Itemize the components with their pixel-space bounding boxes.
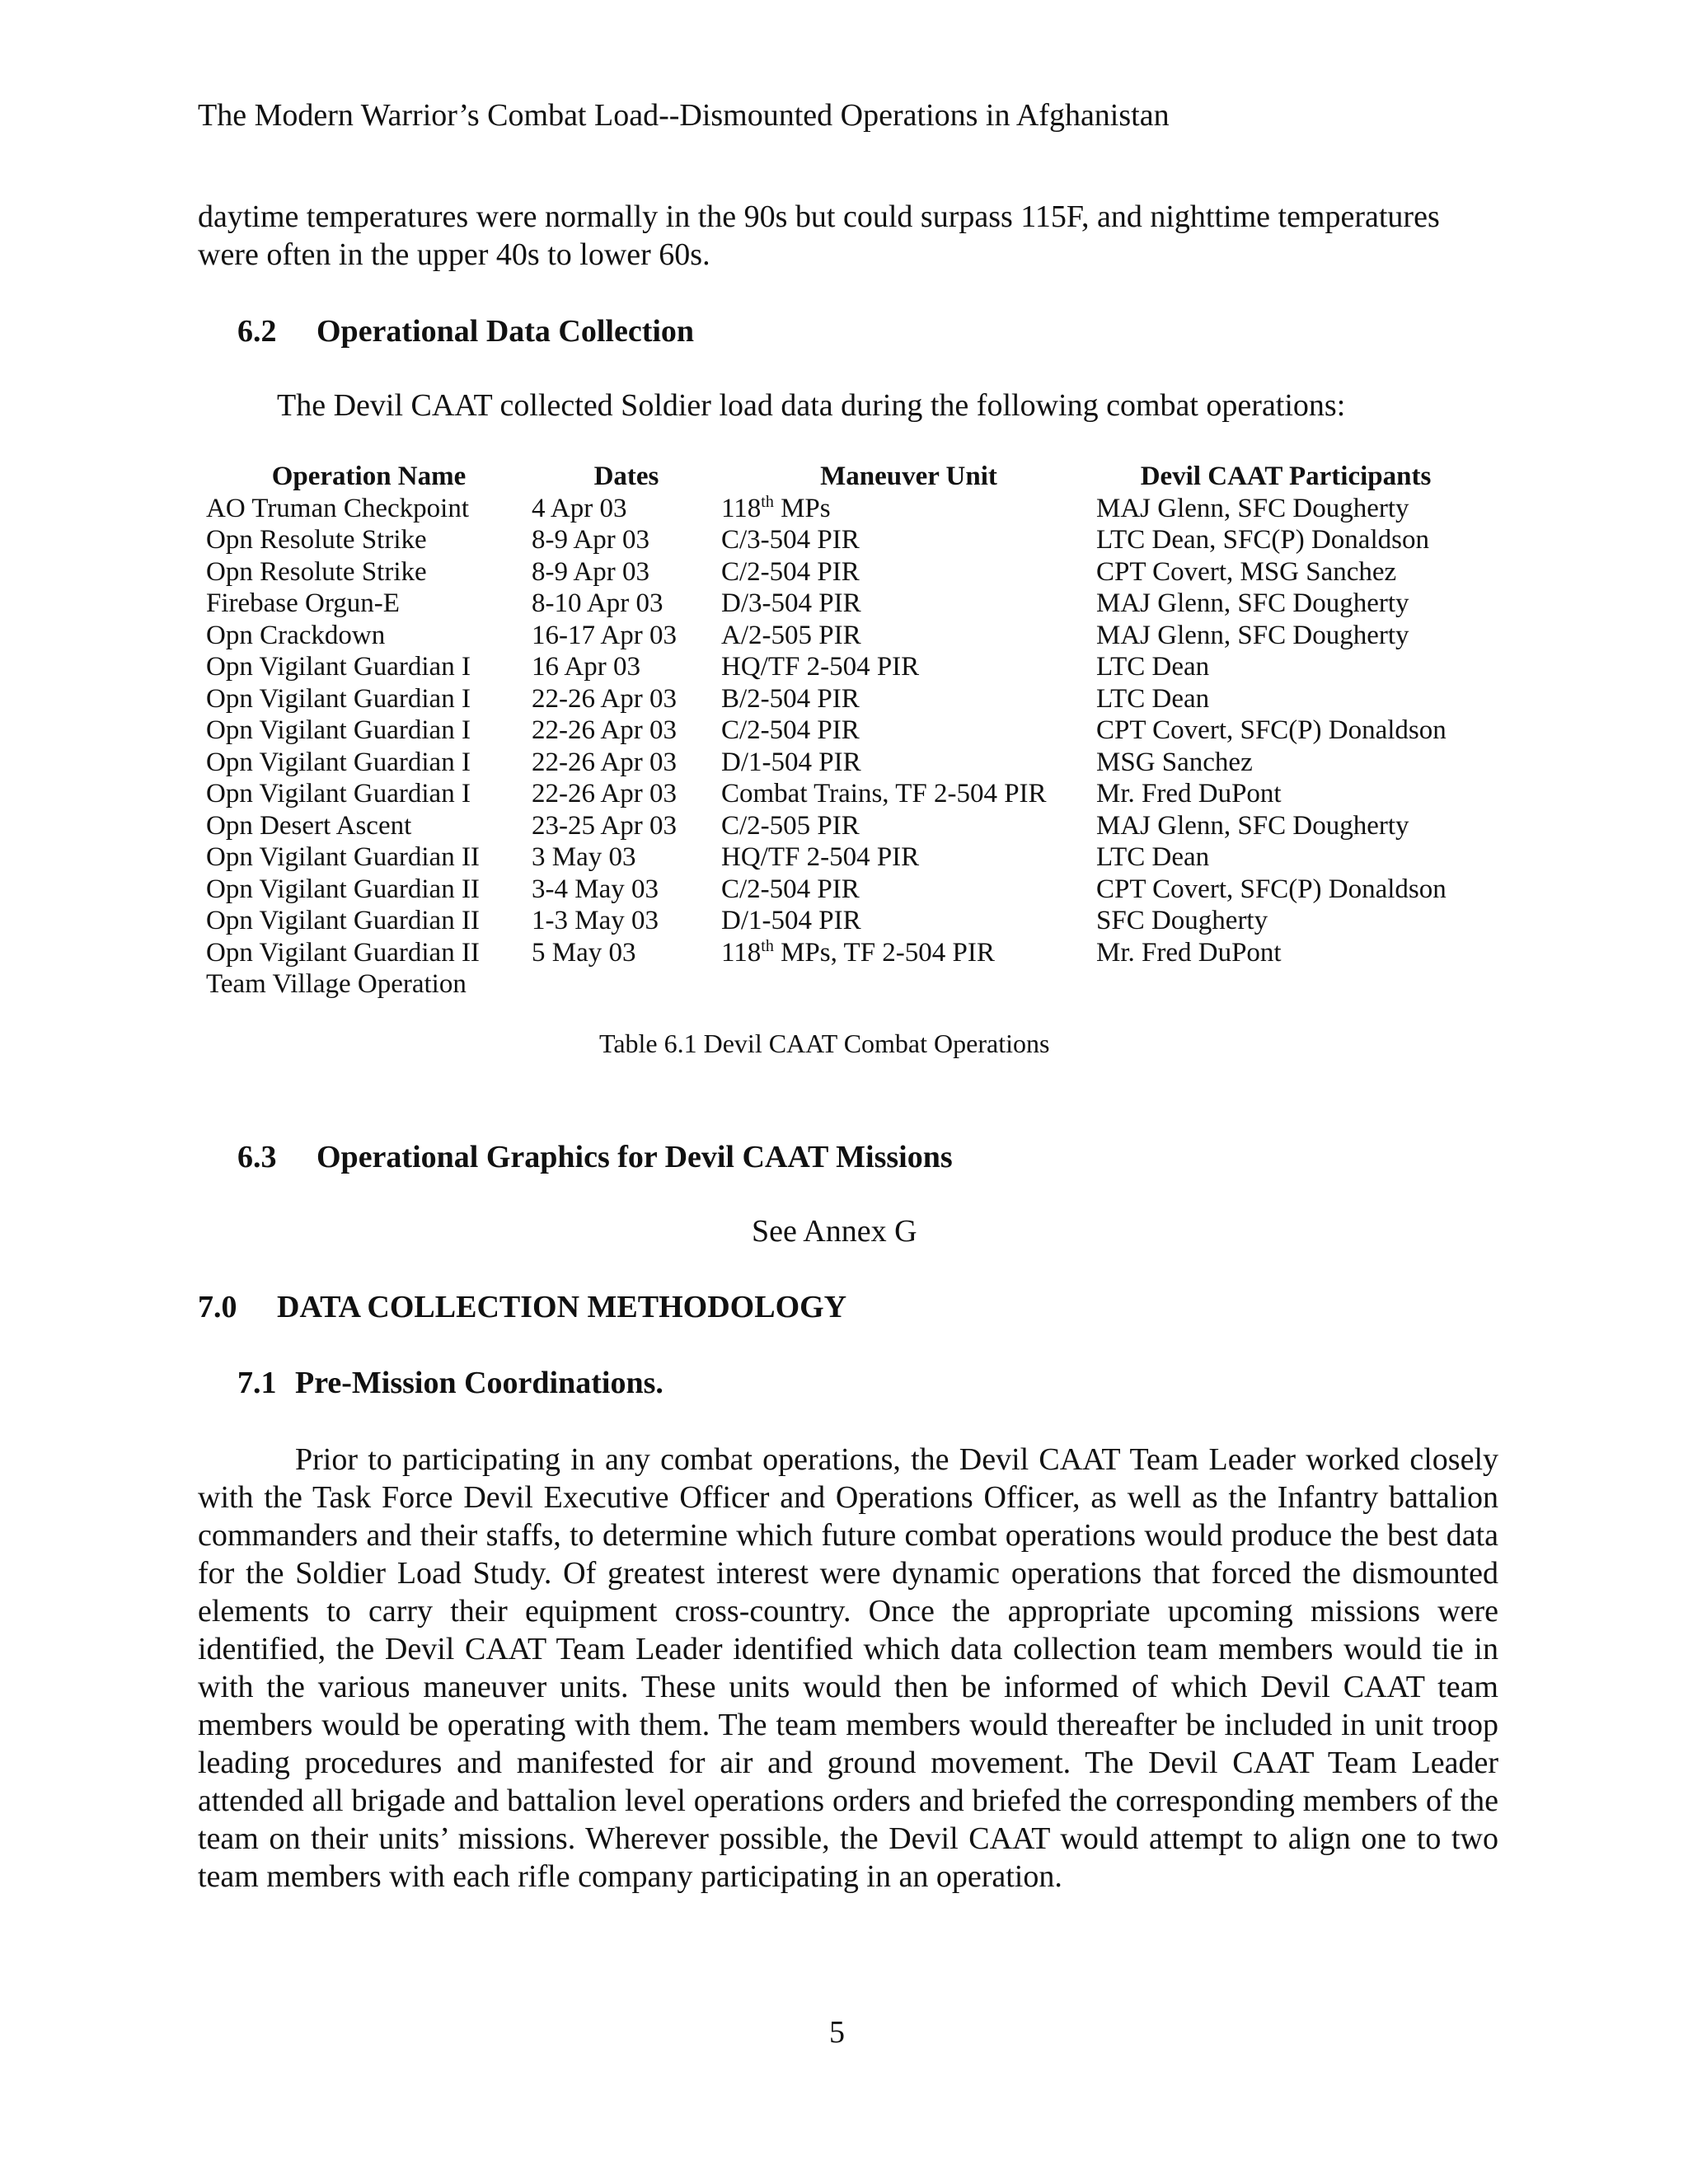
- table-cell: MSG Sanchez: [1096, 747, 1253, 777]
- table-cell: HQ/TF 2-504 PIR: [721, 652, 920, 682]
- table-cell: Opn Vigilant Guardian I: [206, 683, 471, 714]
- table-cell: Opn Vigilant Guardian II: [206, 874, 480, 904]
- table-row: [206, 969, 1475, 1001]
- table-cell: D/3-504 PIR: [721, 588, 861, 618]
- table-cell: LTC Dean, SFC(P) Donaldson: [1096, 525, 1429, 555]
- table-cell: CPT Covert, SFC(P) Donaldson: [1096, 715, 1447, 745]
- table-cell: 22-26 Apr 03: [532, 779, 677, 808]
- intro-sentence: The Devil CAAT collected Soldier load data during the following combat operations:: [277, 388, 1346, 423]
- table-cell: Opn Vigilant Guardian II: [206, 906, 480, 935]
- section-7-0-heading: [198, 1289, 846, 1325]
- section-number: 7.0: [198, 1290, 237, 1324]
- section-7-1-heading: [237, 1365, 663, 1401]
- section-number: 6.3: [237, 1140, 277, 1174]
- table-cell: 118th MPs, TF 2-504 PIR: [721, 936, 995, 968]
- table-row: [206, 811, 1475, 843]
- section-title: Pre-Mission Coordinations.: [295, 1366, 663, 1400]
- table-cell: MAJ Glenn, SFC Dougherty: [1096, 620, 1409, 650]
- table-cell: 22-26 Apr 03: [532, 683, 677, 714]
- table-cell: CPT Covert, MSG Sanchez: [1096, 556, 1397, 587]
- table-cell: 8-9 Apr 03: [532, 525, 649, 555]
- table-cell: 118th MPs: [721, 492, 831, 523]
- section-number: 6.2: [237, 314, 277, 349]
- section-title: Operational Graphics for Devil CAAT Missions: [316, 1140, 953, 1174]
- table-cell: 3 May 03: [532, 842, 636, 872]
- table-cell: C/2-504 PIR: [721, 715, 860, 745]
- table-cell: HQ/TF 2-504 PIR: [721, 842, 920, 872]
- table-cell: 1-3 May 03: [532, 906, 659, 935]
- operations-table: [206, 462, 1475, 1001]
- section-6-2-heading: [237, 313, 694, 349]
- table-cell: 8-9 Apr 03: [532, 556, 649, 587]
- table-row: [206, 779, 1475, 811]
- table-row: [206, 621, 1475, 653]
- opening-paragraph: daytime temperatures were normally in the 90s but could surpass 115F, and nighttime temperatures were often in the upper 40s to lower 60s.: [198, 199, 1440, 272]
- table-header-row: [206, 462, 1475, 494]
- table-cell: Mr. Fred DuPont: [1096, 779, 1282, 808]
- table-cell: Opn Vigilant Guardian I: [206, 779, 471, 808]
- table-row: [206, 906, 1475, 938]
- table-cell: Opn Vigilant Guardian I: [206, 652, 471, 682]
- table-cell: LTC Dean: [1096, 842, 1210, 872]
- table-cell: 16-17 Apr 03: [532, 620, 677, 650]
- table-caption: Table 6.1 Devil CAAT Combat Operations: [599, 1029, 1050, 1058]
- table-cell: LTC Dean: [1096, 683, 1210, 714]
- table-row: [206, 715, 1475, 748]
- running-header: The Modern Warrior’s Combat Load--Dismounted Operations in Afghanistan: [198, 98, 1170, 133]
- table-row: [206, 874, 1475, 907]
- table-cell: MAJ Glenn, SFC Dougherty: [1096, 810, 1409, 841]
- table-cell: 8-10 Apr 03: [532, 588, 663, 618]
- table-cell: 22-26 Apr 03: [532, 715, 677, 745]
- table-cell: MAJ Glenn, SFC Dougherty: [1096, 493, 1409, 523]
- table-cell: Opn Vigilant Guardian II: [206, 937, 480, 968]
- table-cell: Opn Crackdown: [206, 620, 386, 650]
- table-cell: C/2-505 PIR: [721, 810, 860, 841]
- table-cell: MAJ Glenn, SFC Dougherty: [1096, 588, 1409, 618]
- table-cell: CPT Covert, SFC(P) Donaldson: [1096, 874, 1447, 904]
- table-cell: Mr. Fred DuPont: [1096, 937, 1282, 968]
- table-cell: D/1-504 PIR: [721, 906, 861, 935]
- table-cell: [721, 969, 1096, 1001]
- table-cell: 5 May 03: [532, 937, 636, 968]
- table-cell: 23-25 Apr 03: [532, 810, 677, 841]
- table-cell: Opn Vigilant Guardian I: [206, 747, 471, 777]
- table-cell: Opn Desert Ascent: [206, 810, 412, 841]
- section-number: 7.1: [237, 1366, 277, 1400]
- section-title: Operational Data Collection: [316, 314, 695, 349]
- table-row: [206, 748, 1475, 780]
- table-cell: A/2-505 PIR: [721, 620, 861, 650]
- column-header: Dates: [593, 462, 659, 491]
- table-row: [206, 494, 1475, 526]
- table-cell: Opn Resolute Strike: [206, 525, 427, 555]
- table-cell: Team Village Operation: [206, 969, 467, 999]
- column-header: Maneuver Unit: [820, 462, 997, 491]
- table-cell: Firebase Orgun-E: [206, 588, 400, 618]
- table-cell: [532, 969, 721, 1001]
- column-header: Operation Name: [271, 462, 467, 491]
- page-number: 5: [829, 2015, 845, 2050]
- table-row: [206, 652, 1475, 684]
- table-cell: 4 Apr 03: [532, 493, 627, 523]
- table-cell: Combat Trains, TF 2-504 PIR: [721, 779, 1047, 808]
- table-cell: SFC Dougherty: [1096, 906, 1268, 935]
- table-cell: AO Truman Checkpoint: [206, 493, 470, 523]
- section-7-1-body: Prior to participating in any combat operations, the Devil CAAT Team Leader worked closely with the Task Force Devil Executive Officer and Operations Officer, as well as the Infantry battalion commanders and their staffs, to determine which future combat operations would produce the best data for the Soldier Load Study. Of greatest interest were dynamic operations that forced the dismounted elements to carry their equipment cross-country. Once the appropriate upcoming missions were identified, the Devil CAAT Team Leader identified which data collection team members would tie in with the various maneuver units. These units would then be informed of which Devil CAAT team members would be operating with them. The team members would thereafter be included in unit troop leading procedures and manifested for air and ground movement. The Devil CAAT Team Leader attended all brigade and battalion level operations orders and briefed the corresponding members of the team on their units’ missions. Wherever possible, the Devil CAAT would attempt to align one to two team members with each rifle company participating in an operation.: [198, 1442, 1498, 1894]
- table-cell: 3-4 May 03: [532, 874, 659, 904]
- table-cell: LTC Dean: [1096, 652, 1210, 682]
- table-cell: [1096, 969, 1475, 1001]
- table-cell: 22-26 Apr 03: [532, 747, 677, 777]
- table-row: [206, 588, 1475, 621]
- table-cell: C/2-504 PIR: [721, 556, 860, 587]
- column-header: Devil CAAT Participants: [1140, 462, 1432, 491]
- table-cell: B/2-504 PIR: [721, 683, 860, 714]
- table-body: [206, 494, 1475, 1001]
- table-row: [206, 525, 1475, 557]
- annex-reference: See Annex G: [752, 1214, 917, 1249]
- table-cell: C/2-504 PIR: [721, 874, 860, 904]
- table-cell: Opn Vigilant Guardian I: [206, 715, 471, 745]
- table-cell: Opn Vigilant Guardian II: [206, 842, 480, 872]
- section-6-3-heading: [237, 1139, 953, 1175]
- table-cell: D/1-504 PIR: [721, 747, 861, 777]
- table-row: [206, 557, 1475, 589]
- table-cell: 16 Apr 03: [532, 652, 640, 682]
- table-cell: C/3-504 PIR: [721, 525, 860, 555]
- section-title: DATA COLLECTION METHODOLOGY: [277, 1290, 847, 1324]
- table-row: [206, 842, 1475, 874]
- table-cell: Opn Resolute Strike: [206, 556, 427, 587]
- table-row: [206, 684, 1475, 716]
- table-row: [206, 938, 1475, 970]
